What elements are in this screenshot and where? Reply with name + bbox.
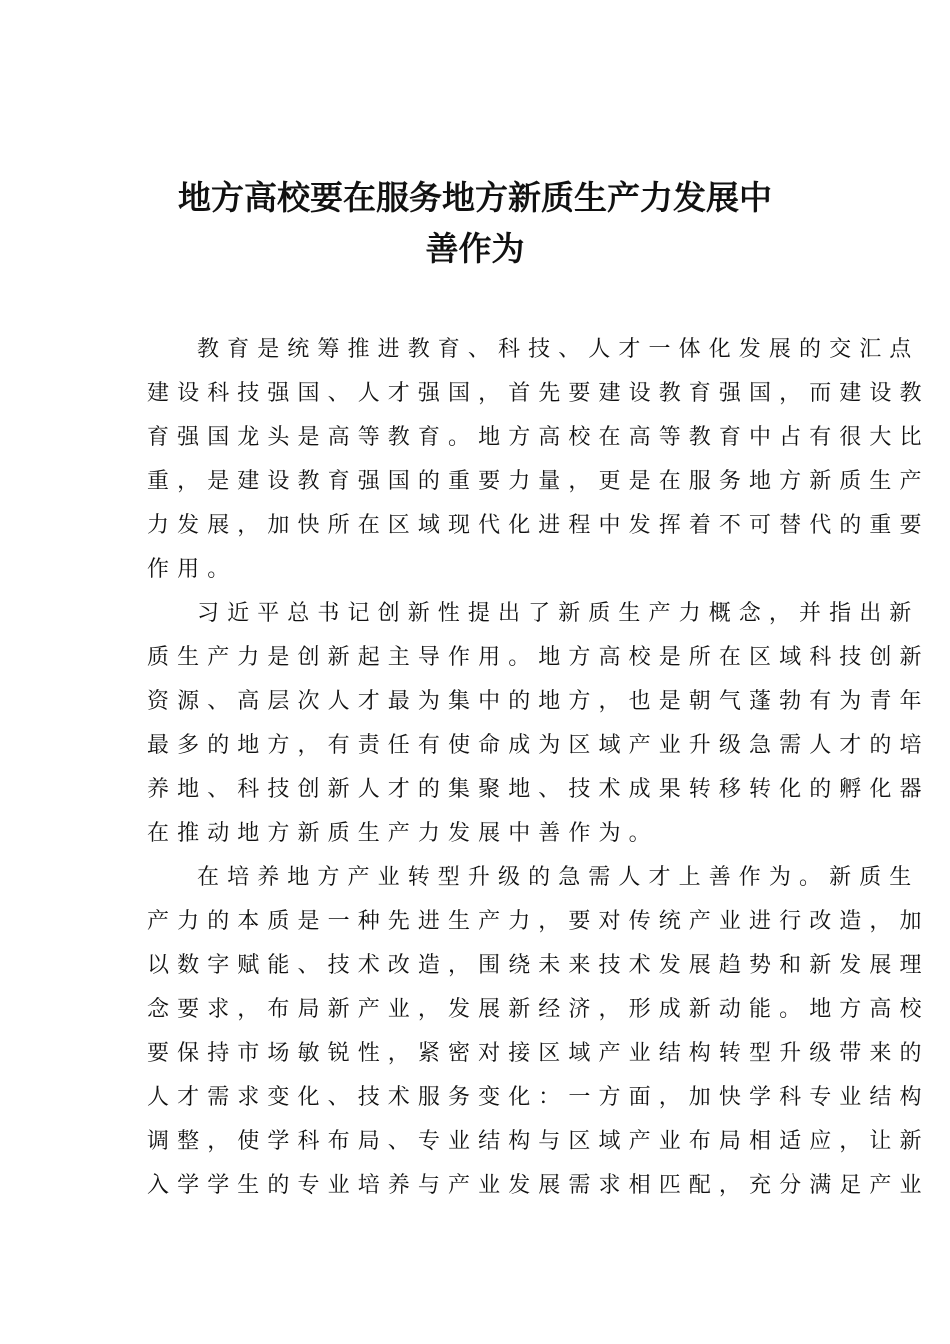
text-line: 重，是建设教育强国的重要力量，更是在服务地方新质生产 bbox=[147, 469, 930, 494]
text-line: 要保持市场敏锐性，紧密对接区域产业结构转型升级带来的 bbox=[147, 1041, 930, 1066]
text-line: 最多的地方，有责任有使命成为区域产业升级急需人才的培 bbox=[147, 733, 930, 758]
text-line: 以数字赋能、技术改造，围绕未来技术发展趋势和新发展理 bbox=[147, 953, 930, 978]
text-line: 力发展，加快所在区域现代化进程中发挥着不可替代的重要 bbox=[147, 513, 930, 538]
text-line: 育强国龙头是高等教育。地方高校在高等教育中占有很大比 bbox=[147, 425, 930, 450]
paragraph-1 bbox=[147, 328, 930, 592]
paragraph-2 bbox=[147, 592, 930, 856]
text-line: 养地、科技创新人才的集聚地、技术成果转移转化的孵化器 bbox=[147, 777, 930, 802]
text-line: 教育是统筹推进教育、科技、人才一体化发展的交汇点 bbox=[197, 337, 920, 362]
title-line-2: 善作为 bbox=[425, 229, 525, 268]
document-title bbox=[0, 172, 950, 274]
text-line: 在培养地方产业转型升级的急需人才上善作为。新质生 bbox=[197, 865, 920, 890]
document-body bbox=[147, 328, 930, 1208]
text-line: 产力的本质是一种先进生产力，要对传统产业进行改造，加 bbox=[147, 909, 930, 934]
text-line: 入学学生的专业培养与产业发展需求相匹配，充分满足产业 bbox=[147, 1173, 930, 1198]
paragraph-3 bbox=[147, 856, 930, 1208]
text-line: 调整，使学科布局、专业结构与区域产业布局相适应，让新 bbox=[147, 1129, 930, 1154]
title-line-1: 地方高校要在服务地方新质生产力发展中 bbox=[178, 178, 772, 217]
text-line: 习近平总书记创新性提出了新质生产力概念，并指出新 bbox=[197, 601, 920, 626]
text-line: 质生产力是创新起主导作用。地方高校是所在区域科技创新 bbox=[147, 645, 930, 670]
text-line: 念要求，布局新产业，发展新经济，形成新动能。地方高校 bbox=[147, 997, 930, 1022]
text-line: 人才需求变化、技术服务变化：一方面，加快学科专业结构 bbox=[147, 1085, 930, 1110]
text-line: 建设科技强国、人才强国，首先要建设教育强国，而建设教 bbox=[147, 381, 930, 406]
text-line: 在推动地方新质生产力发展中善作为。 bbox=[147, 821, 659, 846]
text-line: 资源、高层次人才最为集中的地方，也是朝气蓬勃有为青年 bbox=[147, 689, 930, 714]
text-line: 作用。 bbox=[147, 557, 238, 582]
